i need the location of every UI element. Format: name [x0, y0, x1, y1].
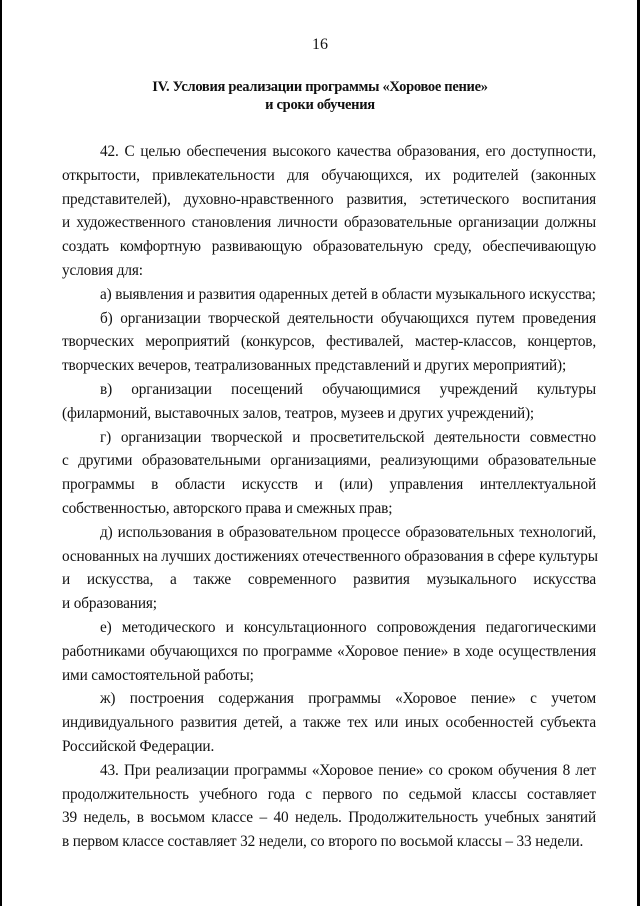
paragraph-line: с другими образовательными организациями, реализующими образовательные [62, 452, 596, 470]
paragraph-line: представителей), духовно-нравственного развития, эстетического воспитания [62, 190, 596, 208]
paragraph-line: 43. При реализации программы «Хоровое пение» со сроком обучения 8 лет [100, 761, 596, 779]
paragraph-line: открытости, привлекательности для обучающихся, их родителей (законных [62, 166, 596, 184]
paragraph-line: и искусства, а также современного развития музыкального искусства [62, 571, 596, 589]
paragraph-line: Российской Федерации. [62, 738, 215, 755]
paragraph-line: (филармоний, выставочных залов, театров, музеев и других учреждений); [62, 404, 535, 422]
paragraph-line: основанных на лучших достижениях отечественного образования в сфере культуры [62, 547, 598, 565]
section-heading-line-2: и сроки обучения [265, 97, 375, 113]
paragraph-line: в первом классе составляет 32 недели, со второго по восьмой классы – 33 недели. [62, 833, 584, 851]
paragraph-line: в) организации посещений обучающимися учреждений культуры [100, 381, 596, 398]
paragraph-line: 39 недель, в восьмом классе – 40 недель. Продолжительность учебных занятий [62, 809, 596, 827]
paragraph-line: творческих вечеров, театрализованных представлений и других мероприятий); [62, 357, 567, 375]
paragraph-line: б) организации творческой деятельности обучающихся путем проведения [100, 309, 596, 327]
scan-border-left [0, 0, 2, 906]
paragraph-line: ж) построения содержания программы «Хоровое пение» с учетом [100, 690, 596, 708]
paragraph-line: е) методического и консультационного сопровождения педагогическими [100, 619, 596, 636]
paragraph-line: ими самостоятельной работы; [62, 666, 254, 684]
paragraph-line: продолжительность учебного года с первого по седьмой классы составляет [62, 785, 596, 803]
paragraph-line: условия для: [62, 262, 143, 279]
paragraph-line: и художественного становления личности образовательные организации должны [62, 214, 596, 232]
paragraph-line: творческих мероприятий (конкурсов, фестивалей, мастер-классов, концертов, [62, 333, 596, 351]
paragraph-line: программы в области искусств и (или) управления интеллектуальной [62, 476, 596, 494]
section-heading-line-1: IV. Условия реализации программы «Хоровое пение» [152, 79, 488, 95]
paragraph-line: а) выявления и развития одаренных детей в области музыкального искусства; [100, 285, 596, 303]
paragraph-line: работниками обучающихся по программе «Хоровое пение» в ходе осуществления [62, 642, 596, 660]
paragraph-line: г) организации творческой и просветительской деятельности совместно [100, 428, 596, 446]
paragraph-line: создать комфортную развивающую образовательную среду, обеспечивающую [62, 238, 596, 256]
paragraph-line: собственностью, авторского права и смежных прав; [62, 500, 393, 517]
page-number: 16 [312, 36, 328, 53]
paragraph-line: д) использования в образовательном процессе образовательных технологий, [100, 523, 596, 541]
paragraph-line: 42. С целью обеспечения высокого качества образования, его доступности, [100, 143, 596, 160]
paragraph-line: индивидуального развития детей, а также тех или иных особенностей субъекта [62, 714, 596, 732]
paragraph-line: и образования; [62, 595, 157, 613]
